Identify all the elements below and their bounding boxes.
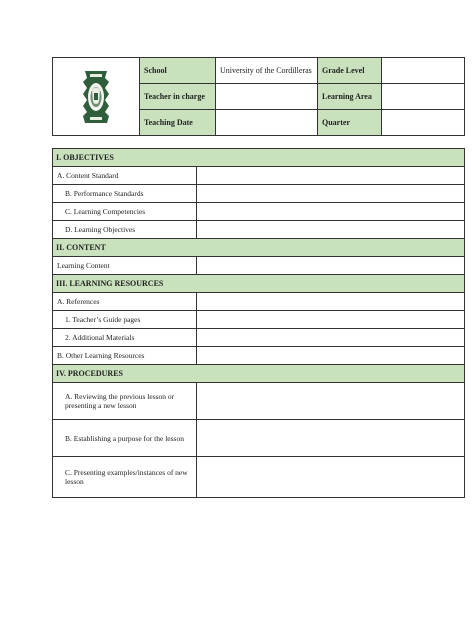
teachers-guide-label: 1. Teacher’s Guide pages	[53, 311, 197, 329]
presenting-examples-label: C. Presenting examples/instances of new lesson	[53, 457, 197, 498]
objectives-section-header	[53, 149, 465, 167]
table-row	[53, 457, 465, 498]
table-row	[53, 329, 465, 347]
teacher-value[interactable]	[216, 84, 318, 110]
table-row	[53, 347, 465, 365]
table-row	[53, 311, 465, 329]
objectives-title: I. OBJECTIVES	[53, 149, 465, 167]
other-resources-field[interactable]	[197, 347, 465, 365]
references-label: A. References	[53, 293, 197, 311]
teachers-guide-field[interactable]	[197, 311, 465, 329]
learning-objectives-label: D. Learning Objectives	[53, 221, 197, 239]
additional-materials-label: 2. Additional Materials	[53, 329, 197, 347]
learning-area-value[interactable]	[382, 84, 465, 110]
quarter-value[interactable]	[382, 110, 465, 136]
learning-area-label: Learning Area	[318, 84, 382, 110]
table-row	[53, 420, 465, 457]
additional-materials-field[interactable]	[197, 329, 465, 347]
learning-objectives-field[interactable]	[197, 221, 465, 239]
performance-standards-field[interactable]	[197, 185, 465, 203]
content-standard-label: A. Content Standard	[53, 167, 197, 185]
grade-level-label: Grade Level	[318, 58, 382, 84]
table-row	[53, 167, 465, 185]
table-row	[53, 185, 465, 203]
establishing-purpose-field[interactable]	[197, 420, 465, 457]
table-row	[53, 383, 465, 420]
learning-content-field[interactable]	[197, 257, 465, 275]
school-label: School	[140, 58, 216, 84]
quarter-label: Quarter	[318, 110, 382, 136]
logo-cell	[53, 58, 140, 136]
content-section-header	[53, 239, 465, 257]
learning-content-label: Learning Content	[53, 257, 197, 275]
table-row	[53, 203, 465, 221]
establishing-purpose-label: B. Establishing a purpose for the lesson	[53, 420, 197, 457]
teaching-date-value[interactable]	[216, 110, 318, 136]
lesson-plan-table	[52, 148, 465, 498]
reviewing-lesson-label: A. Reviewing the previous lesson or presenting a new lesson	[53, 383, 197, 420]
grade-level-value[interactable]	[382, 58, 465, 84]
references-field[interactable]	[197, 293, 465, 311]
table-row	[53, 221, 465, 239]
teaching-date-label: Teaching Date	[140, 110, 216, 136]
school-value[interactable]: University of the Cordilleras	[216, 58, 318, 84]
table-row	[53, 293, 465, 311]
procedures-title: IV. PROCEDURES	[53, 365, 465, 383]
performance-standards-label: B. Performance Standards	[53, 185, 197, 203]
learning-competencies-label: C. Learning Competencies	[53, 203, 197, 221]
header-table	[52, 57, 465, 136]
learning-competencies-field[interactable]	[197, 203, 465, 221]
other-resources-label: B. Other Learning Resources	[53, 347, 197, 365]
resources-title: III. LEARNING RESOURCES	[53, 275, 465, 293]
table-row	[53, 257, 465, 275]
resources-section-header	[53, 275, 465, 293]
procedures-section-header	[53, 365, 465, 383]
content-title: II. CONTENT	[53, 239, 465, 257]
teacher-label: Teacher in charge	[140, 84, 216, 110]
reviewing-lesson-field[interactable]	[197, 383, 465, 420]
content-standard-field[interactable]	[197, 167, 465, 185]
presenting-examples-field[interactable]	[197, 457, 465, 498]
university-seal-icon	[81, 68, 111, 126]
